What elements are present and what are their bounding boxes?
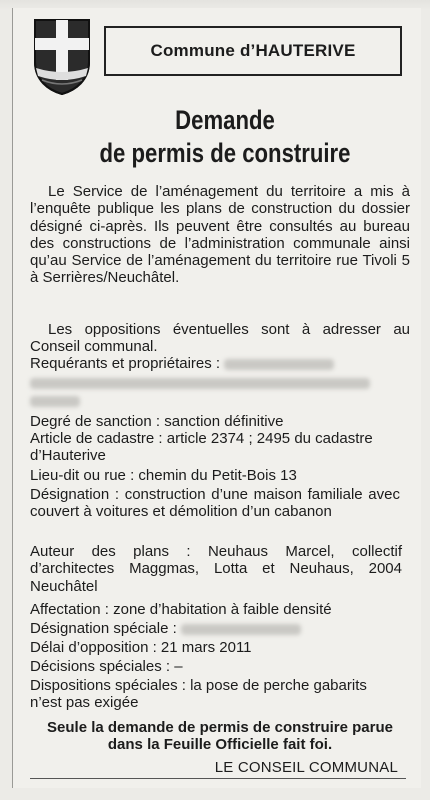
redacted-name-1	[224, 359, 334, 370]
field-decisions: Décisions spéciales : –	[30, 658, 183, 675]
requerants-label: Requérants et propriétaires :	[30, 355, 221, 372]
field-delai: Délai d’opposition : 21 mars 2011	[30, 639, 252, 656]
field-designation-speciale	[30, 620, 410, 637]
field-requerants-cont	[30, 374, 410, 391]
designation-speciale-label: Désignation spéciale :	[30, 620, 177, 637]
official-notice: Seule la demande de permis de construire parue dans la Feuille Officielle fait foi.	[47, 719, 393, 754]
redacted-address	[30, 378, 370, 389]
field-auteur: Auteur des plans : Neuhaus Marcel, collectif d’architectes Maggmas, Lotta et Neuhaus, 2004 Neuchâtel	[30, 543, 402, 595]
intro-paragraph-1: Le Service de l’aménagement du territoire a mis à l’enquête publique les plans de construction du dossier désigné ci-après. Ils peuvent être consultés au bureau des constructions de l’administration communale ainsi qu’au Service de l’aménagement du territoire rue Tivoli 5 à Serrières/Neuchâtel.	[30, 183, 410, 287]
field-designation: Désignation : construction d’une maison familiale avec couvert à voitures et démolition d’un cabanon	[30, 486, 400, 521]
redacted-special	[181, 624, 301, 635]
field-requerants	[30, 355, 410, 372]
field-requerants-cont-2	[30, 392, 410, 409]
bottom-rule	[30, 778, 406, 779]
field-article: Article de cadastre : article 2374 ; 2495 du cadastre d’Hauterive	[30, 430, 373, 465]
signature: LE CONSEIL COMMUNAL	[214, 759, 398, 776]
field-degre: Degré de sanction : sanction définitive	[30, 413, 284, 430]
intro-paragraph-2: Les oppositions éventuelles sont à adresser au Conseil communal.	[30, 321, 410, 356]
heading-line-1: Demande	[175, 105, 275, 135]
heading-line-2: de permis de construire	[99, 138, 351, 168]
coat-of-arms-icon	[32, 18, 92, 96]
field-affectation: Affectation : zone d’habitation à faible densité	[30, 601, 332, 618]
commune-title: Commune d’HAUTERIVE	[150, 41, 356, 60]
commune-header	[104, 26, 402, 76]
redacted-locality	[30, 396, 80, 407]
field-lieu: Lieu-dit ou rue : chemin du Petit-Bois 13	[30, 467, 297, 484]
notice-heading	[57, 104, 393, 170]
field-dispositions: Dispositions spéciales : la pose de perche gabarits n’est pas exigée	[30, 677, 367, 712]
